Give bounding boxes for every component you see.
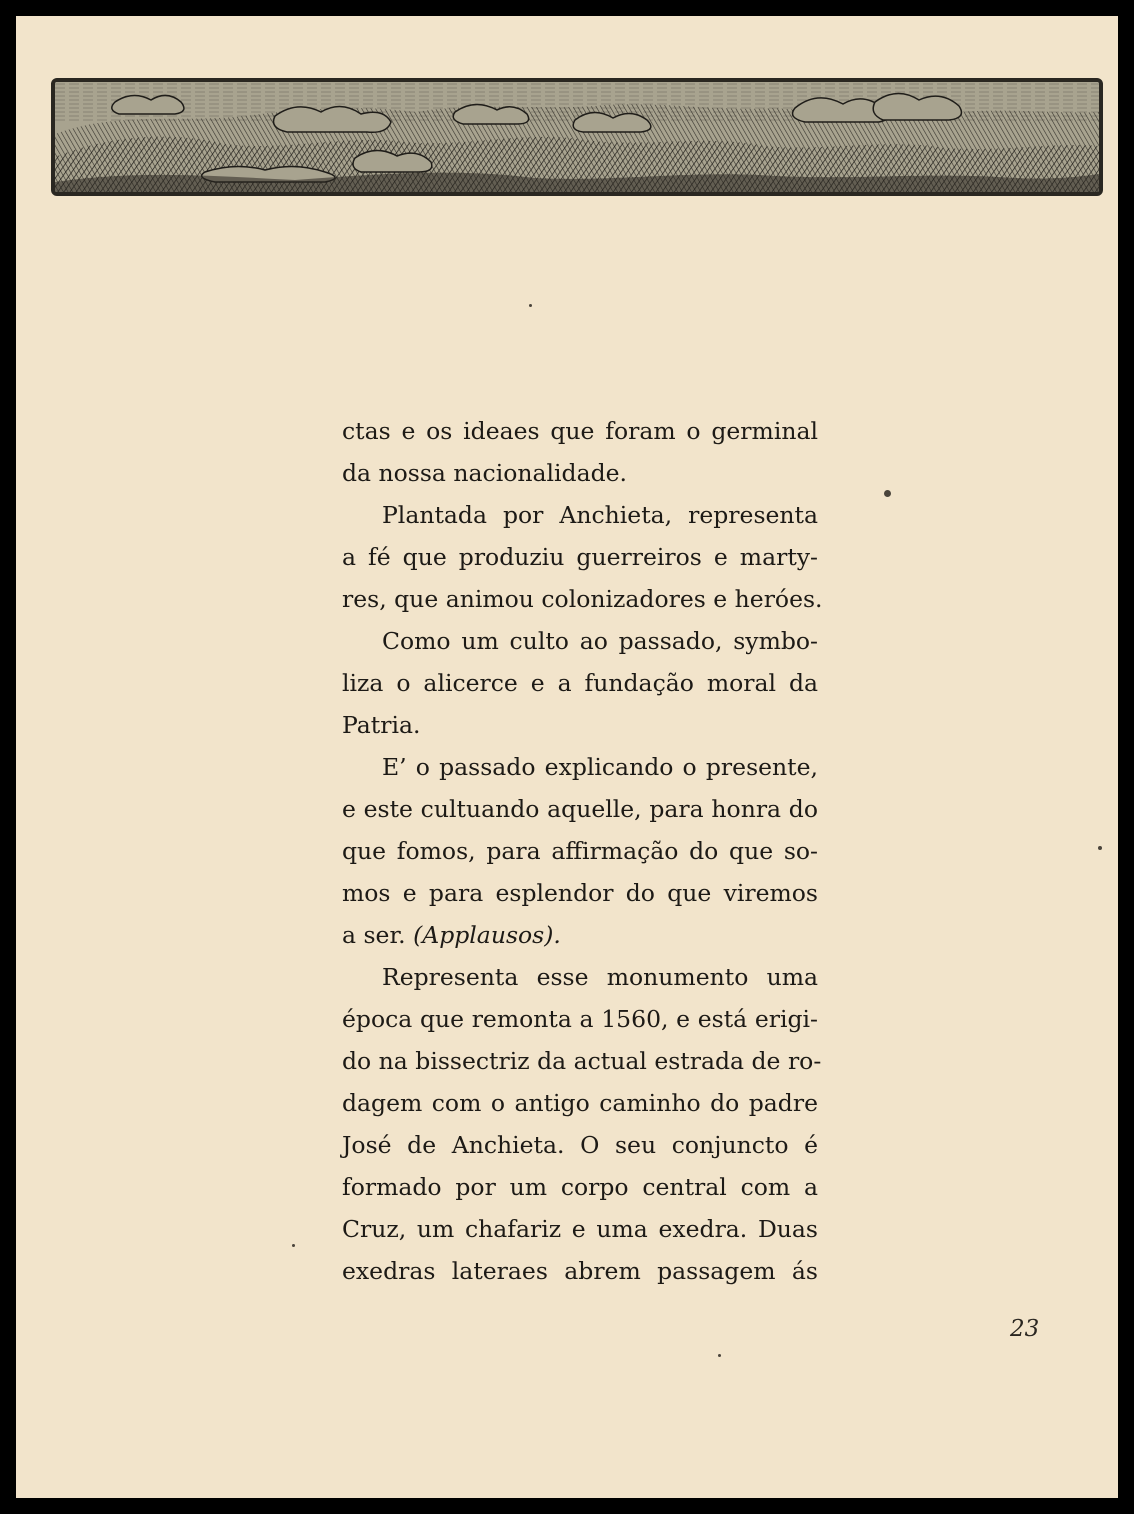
text-line: liza o alicerce e a fundação moral da [342, 669, 818, 697]
text-line: dagem com o antigo caminho do padre [342, 1089, 818, 1117]
page-number: 23 [1010, 1316, 1040, 1342]
text-line: ctas e os ideaes que foram o germinal [342, 417, 818, 445]
text-line: que fomos, para affirmação do que so- [342, 837, 818, 865]
text-line: da nossa nacionalidade. [342, 459, 628, 487]
applause-note: (Applausos). [413, 921, 561, 949]
text-line: Cruz, um chafariz e uma exedra. Duas [342, 1215, 818, 1243]
text-line: época que remonta a 1560, e está erigi- [342, 1005, 818, 1033]
text-line: Patria. [342, 711, 421, 739]
text-line: do na bissectriz da actual estrada de ro- [342, 1047, 822, 1075]
text-line: res, que animou colonizadores e heróes. [342, 585, 823, 613]
text-line: Representa esse monumento uma [382, 963, 818, 991]
text-line: exedras lateraes abrem passagem ás [342, 1257, 818, 1285]
body-text [342, 410, 823, 1292]
text-line: E’ o passado explicando o presente, [382, 753, 818, 781]
paper-speck [718, 1354, 721, 1357]
paper-speck [529, 304, 532, 307]
text-line: e este cultuando aquelle, para honra do [342, 795, 818, 823]
landscape-banner-illustration [51, 78, 1103, 196]
mountain-landscape-engraving-icon [55, 82, 1099, 192]
text-line: a fé que produziu guerreiros e marty- [342, 543, 818, 571]
text-line: Plantada por Anchieta, representa [382, 501, 818, 529]
text-fragment: a ser. [342, 921, 406, 949]
text-line: Como um culto ao passado, symbo- [382, 627, 818, 655]
text-line: mos e para esplendor do que viremos [342, 879, 818, 907]
book-page [16, 16, 1118, 1498]
paper-speck [292, 1244, 295, 1247]
text-line: formado por um corpo central com a [342, 1173, 818, 1201]
text-line-applause [342, 914, 818, 956]
text-line: José de Anchieta. O seu conjuncto é [342, 1131, 818, 1159]
paper-speck [1098, 846, 1102, 850]
paper-speck [884, 490, 891, 497]
